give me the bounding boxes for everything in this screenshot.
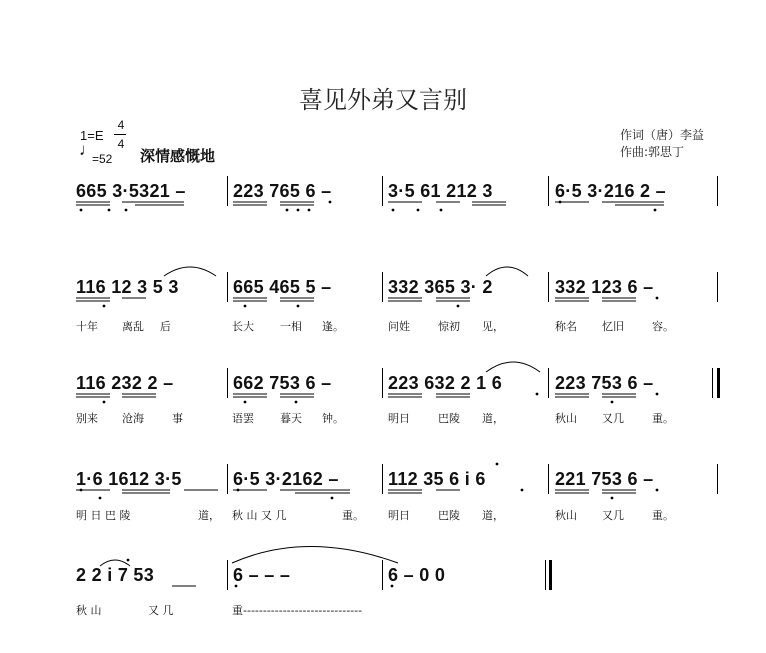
measure: 116 12 3 5 3: [76, 277, 179, 297]
lyric: 道，: [482, 509, 504, 522]
lyric: 一相: [280, 320, 302, 333]
lyric: 长大: [232, 320, 254, 333]
tempo-marking: =52: [92, 152, 113, 166]
measure: 6 – 0 0: [388, 565, 446, 585]
measure: 116 232 2 –: [76, 373, 174, 393]
lyric: 后: [160, 320, 171, 333]
time-signature-bottom: 4: [117, 137, 125, 151]
key-signature: 1=E: [80, 128, 104, 143]
slur: [486, 362, 540, 372]
song-title: 喜见外弟又言别: [299, 86, 467, 114]
quarter-note-icon: ♩: [79, 140, 96, 159]
measure: 6·5 3·2162 –: [233, 469, 339, 489]
measure: 2 2 i 7 53: [76, 565, 155, 585]
measure: 665 465 5 –: [233, 277, 332, 297]
lyricist-credit: 作词（唐）李益: [620, 128, 705, 142]
lyric: 忆旧: [602, 320, 624, 333]
measure: 223 632 2 1 6: [388, 373, 503, 393]
lyric: 语罢: [232, 412, 254, 425]
measure: 223 753 6 –: [555, 373, 654, 393]
lyric: 又几: [602, 412, 624, 425]
lyric: 秋山: [555, 509, 577, 522]
lyric: 道，: [198, 509, 220, 522]
lyric: 钟。: [322, 412, 344, 425]
lyric: 秋 山 又 几: [232, 509, 287, 522]
lyric: 又 几: [148, 604, 174, 617]
lyric: 惊初: [438, 320, 460, 333]
lyric: 容。: [652, 320, 674, 333]
measure: 223 765 6 –: [233, 181, 332, 201]
tie: [232, 547, 398, 564]
lyric: 称名: [555, 320, 577, 333]
expression-marking: 深情感慨地: [140, 147, 216, 165]
lyric: 重------------------------------: [232, 604, 363, 617]
lyric: 重。: [652, 412, 674, 425]
lyric: 十年: [76, 320, 98, 333]
measure: 332 123 6 –: [555, 277, 654, 297]
measure: 1·6 1612 3·5: [76, 469, 182, 489]
lyric: 见，: [482, 320, 504, 333]
slur: [486, 267, 528, 276]
lyric: 逢。: [322, 320, 344, 333]
lyric: 事: [172, 412, 183, 425]
lyric: 沧海: [122, 412, 144, 425]
lyric: 离乱: [122, 320, 144, 333]
lyric: 又几: [602, 509, 624, 522]
lyric: 巴陵: [438, 509, 460, 522]
lyric: 问姓: [388, 320, 410, 333]
lyric: 重。: [652, 509, 674, 522]
lyric: 明日: [388, 412, 410, 425]
measure: 112 35 6 i 6: [388, 469, 486, 489]
measure: 3·5 61 212 3: [388, 181, 493, 201]
measure: 665 3·5321 –: [76, 181, 186, 201]
time-signature-top: 4: [117, 118, 125, 132]
measure: 221 753 6 –: [555, 469, 654, 489]
lyric: 别来: [76, 412, 98, 425]
lyric: 巴陵: [438, 412, 460, 425]
lyric: 道，: [482, 412, 504, 425]
measure: 662 753 6 –: [233, 373, 332, 393]
measure: 332 365 3· 2: [388, 277, 493, 297]
lyric: 秋山: [555, 412, 577, 425]
lyric: 暮天: [280, 412, 302, 425]
slur: [100, 560, 130, 566]
lyric: 明 日 巴 陵: [76, 509, 131, 522]
measure: 6 – – –: [233, 565, 291, 585]
measure: 6·5 3·216 2 –: [555, 181, 666, 201]
lyric: 重。: [342, 509, 364, 522]
composer-credit: 作曲:郭思丁: [620, 145, 685, 159]
lyric: 秋 山: [76, 604, 102, 617]
lyric: 明日: [388, 509, 410, 522]
slur: [164, 267, 216, 276]
